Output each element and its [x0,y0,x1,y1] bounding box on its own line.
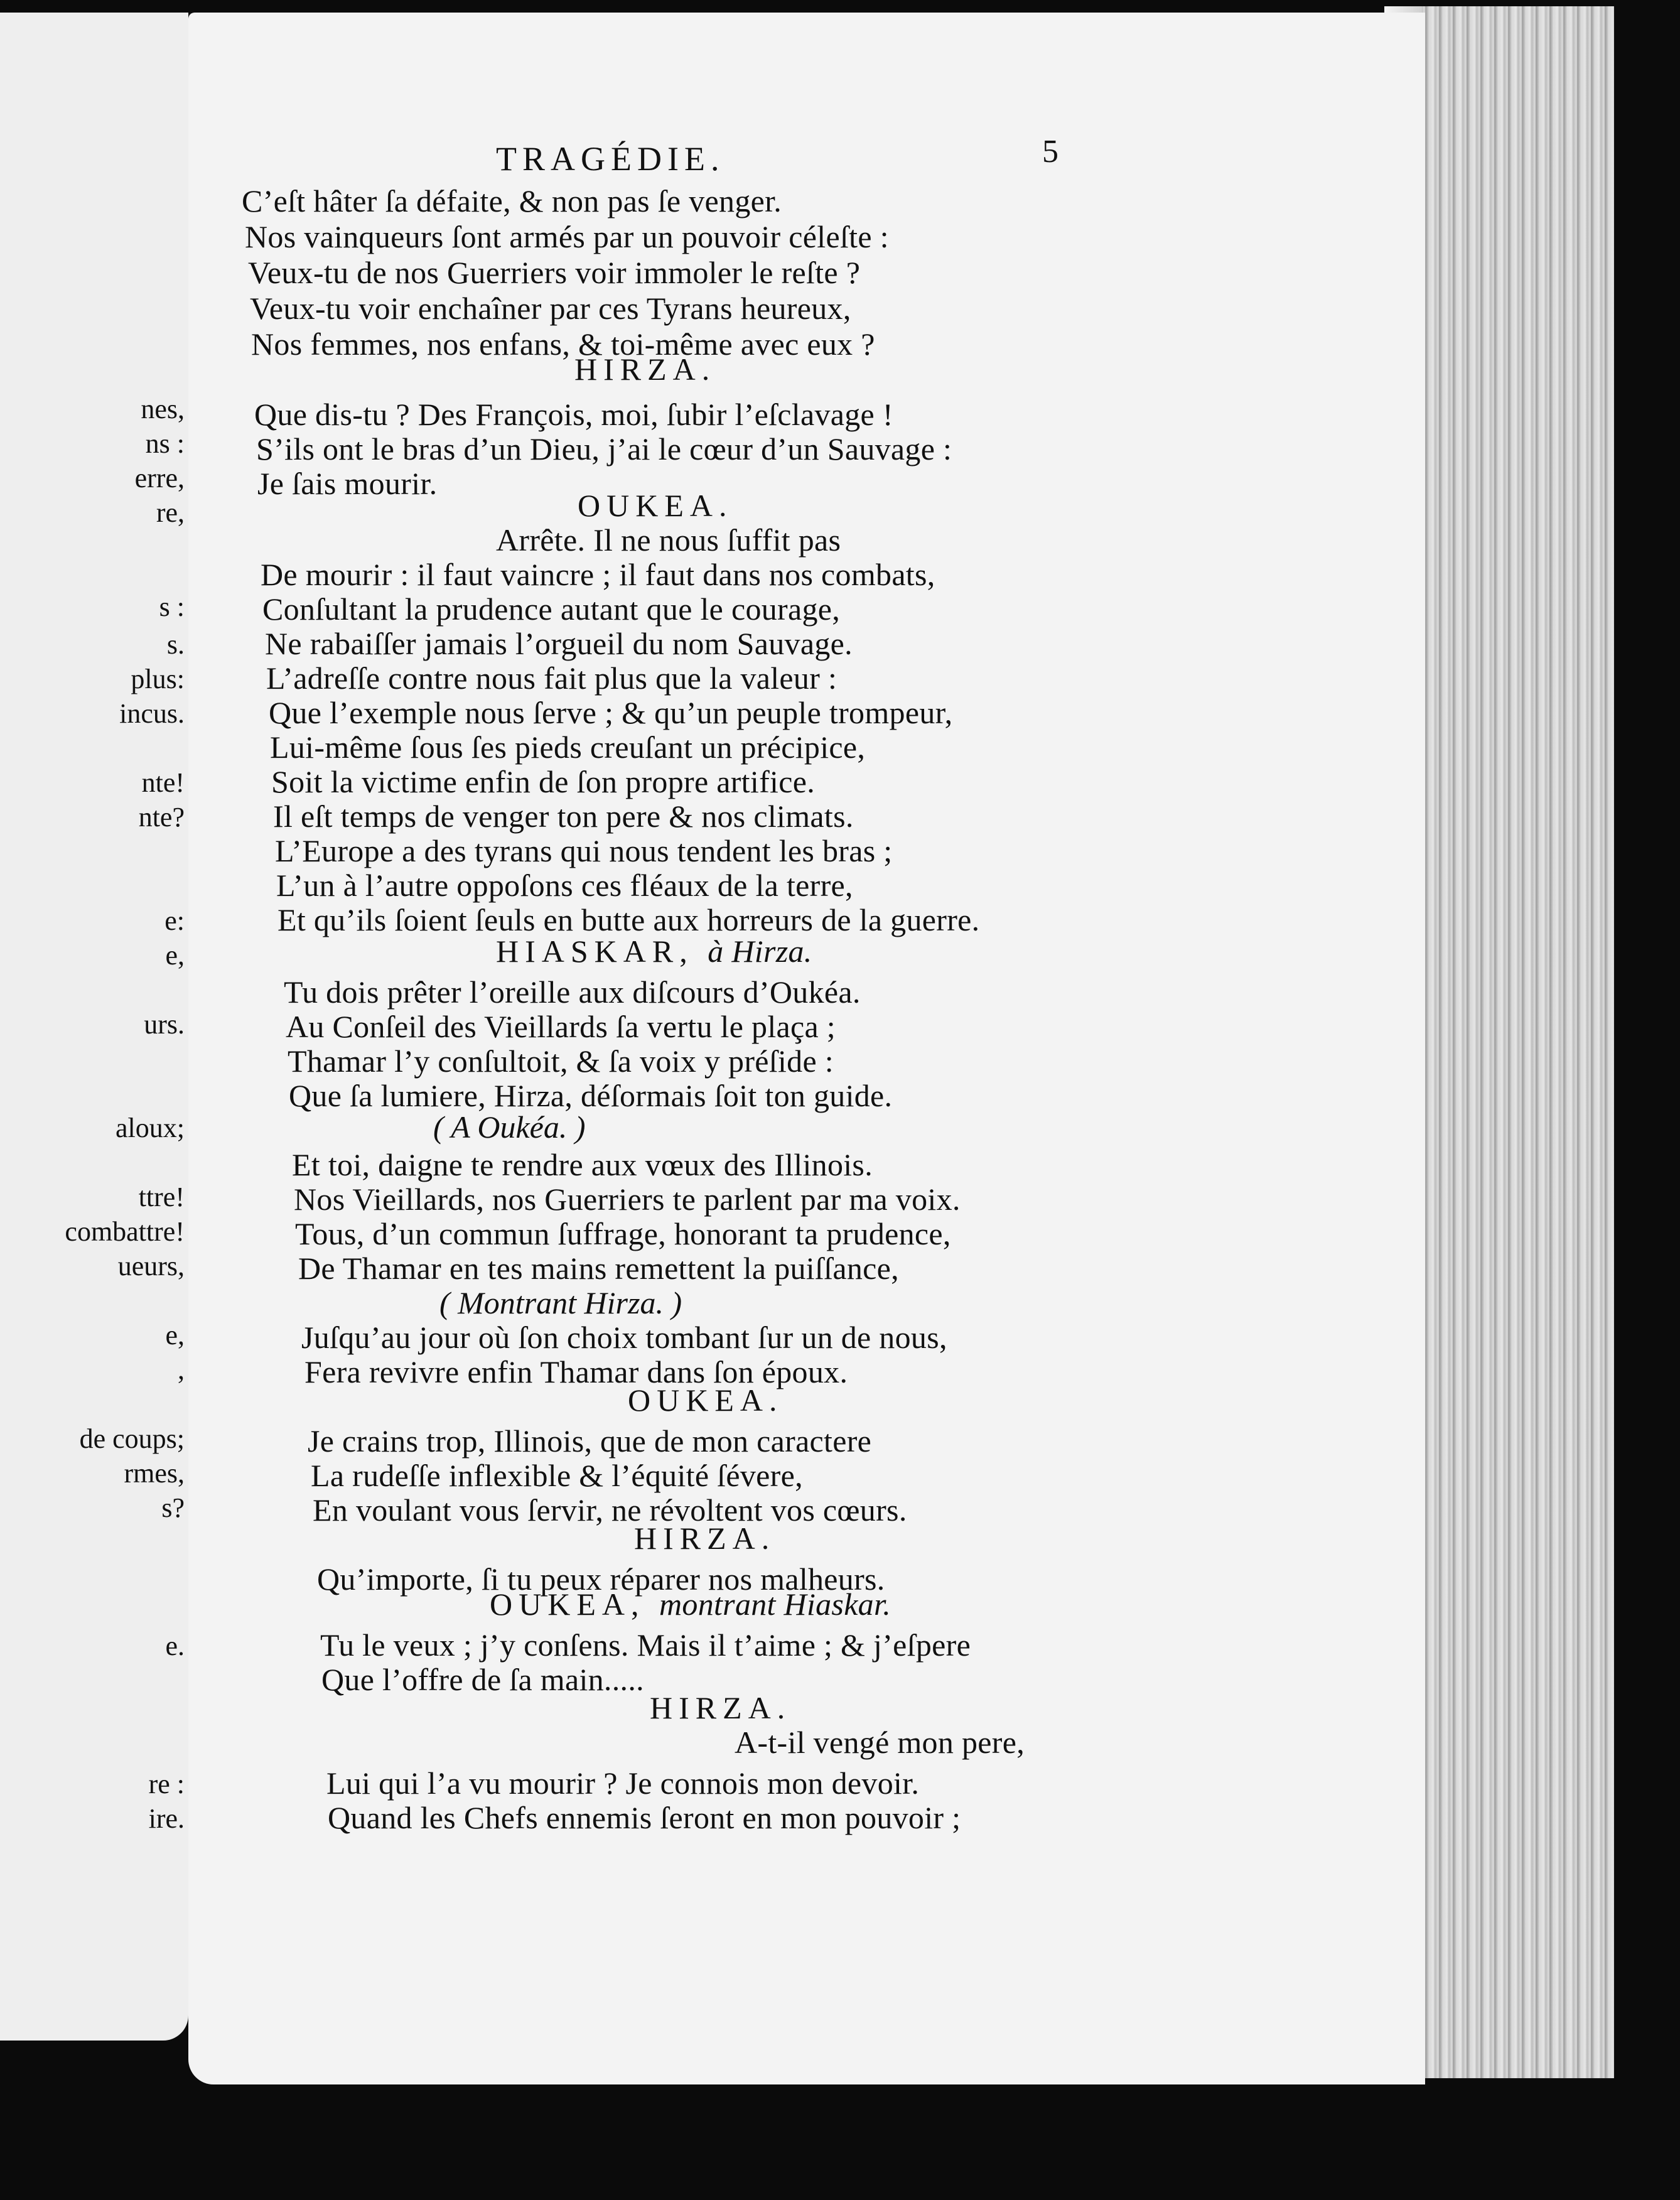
verse-line: C’eſt hâter ſa défaite, & non pas ſe venger. [242,183,782,218]
verse-line: Nos Vieillards, nos Guerriers te parlent par ma voix. [294,1182,961,1217]
left-fragment: ire. [148,1803,185,1834]
verse-line: Je ſais mourir. [257,466,438,501]
verse-line: Je crains trop, Illinois, que de mon caractere [308,1423,872,1459]
left-fragment: e. [165,1631,185,1661]
left-fragment: incus. [119,698,185,729]
verse-line: Lui-même ſous ſes pieds creuſant un précipice, [270,730,866,765]
verse-line: Ne rabaiſſer jamais l’orgueil du nom Sauvage. [265,626,853,661]
verse-line: Et qu’ils ſoient ſeuls en butte aux horreurs de la guerre. [277,902,980,937]
verse-line: Quand les Chefs ennemis ſeront en mon pouvoir ; [328,1800,961,1835]
left-fragment: e, [165,1320,185,1351]
verse-line: L’un à l’autre oppoſons ces fléaux de la terre, [276,868,853,903]
verse-line: La rudeſſe inflexible & l’équité ſévere, [311,1458,803,1493]
verse-line: Veux-tu de nos Guerriers voir immoler le reſte ? [248,255,861,290]
left-fragment: plus: [131,664,185,694]
verse-line: Tu le veux ; j’y conſens. Mais il t’aime ; & j’eſpere [320,1627,971,1663]
left-fragment: e, [165,940,185,971]
left-fragment: urs. [144,1009,185,1040]
left-fragment: ueurs, [117,1251,185,1281]
speaker-name: OUKEA, montrant Hiaskar. [490,1587,891,1622]
left-fragment: combattre! [65,1216,185,1247]
verse-line: Juſqu’au jour où ſon choix tombant ſur un de nous, [301,1320,947,1355]
verse-line: Thamar l’y conſultoit, & ſa voix y préſide : [288,1043,834,1079]
verse-line: Qu’importe, ſi tu peux réparer nos malheurs. [317,1561,885,1597]
left-fragment: ns : [145,428,185,459]
verse-line: Arrête. Il ne nous ſuffit pas [496,522,841,558]
stage-direction: ( Montrant Hirza. ) [439,1285,682,1320]
speaker-name: HIASKAR, à Hirza. [496,934,812,969]
page-number: 5 [1042,134,1058,170]
verse-line: Conſultant la prudence autant que le courage, [262,591,841,627]
left-fragment: re : [148,1769,185,1799]
left-fragment: rmes, [124,1458,185,1489]
left-fragment: e: [164,905,185,936]
left-fragment: nte! [141,767,185,798]
verse-line: Que dis-tu ? Des François, moi, ſubir l’eſclavage ! [254,397,893,432]
verse-line: Fera revivre enfin Thamar dans ſon époux. [304,1354,848,1389]
speaker-name: OUKEA. [578,488,733,523]
verse-line: L’adreſſe contre nous fait plus que la valeur : [266,661,837,696]
running-head: TRAGÉDIE. [496,140,725,178]
verse-line: Que l’offre de ſa main..... [321,1662,644,1697]
verse-line: En voulant vous ſervir, ne révoltent vos cœurs. [313,1492,907,1528]
verse-line: Nos femmes, nos enfans, & toi-même avec eux ? [251,326,875,362]
left-fragment: s? [161,1492,185,1523]
verse-line: Tu dois prêter l’oreille aux diſcours d’Oukéa. [284,974,861,1010]
speaker-name: HIRZA. [634,1521,776,1556]
verse-line: De Thamar en tes mains remettent la puiſſance, [298,1251,899,1286]
verse-line: Soit la victime enfin de ſon propre artifice. [271,764,815,799]
verse-line: Il eſt temps de venger ton pere & nos climats. [273,799,854,834]
verse-line: Et toi, daigne te rendre aux vœux des Illinois. [292,1147,873,1182]
speaker-name: HIRZA. [650,1690,792,1725]
left-fragment: nes, [141,394,185,424]
speaker-name: OUKEA. [628,1383,783,1418]
stage-direction: ( A Oukéa. ) [433,1109,586,1145]
left-fragment: nte? [138,802,185,833]
verse-line: L’Europe a des tyrans qui nous tendent les bras ; [275,833,893,868]
verse-line: Au Conſeil des Vieillards ſa vertu le plaça ; [286,1009,836,1044]
left-fragment: s. [166,629,185,660]
left-fragment: s : [159,591,185,622]
left-facing-page [0,13,188,2041]
speaker-name: HIRZA. [574,352,716,387]
verse-line: A-t-il vengé mon pere, [735,1725,1025,1760]
left-fragment: de coups; [79,1423,185,1454]
verse-line: De mourir : il faut vaincre ; il faut dans nos combats, [261,557,935,592]
left-fragment: ttre! [138,1182,185,1212]
verse-line: Nos vainqueurs ſont armés par un pouvoir céleſte : [245,219,889,254]
verse-line: Lui qui l’a vu mourir ? Je connois mon devoir. [326,1766,920,1801]
left-fragment: re, [156,497,185,528]
verse-line: Veux-tu voir enchaîner par ces Tyrans heureux, [250,291,851,326]
verse-line: Que ſa lumiere, Hirza, déſormais ſoit ton guide. [289,1078,893,1113]
verse-line: Que l’exemple nous ſerve ; & qu’un peuple trompeur, [269,695,953,730]
left-fragment: erre, [134,463,185,493]
left-fragment: aloux; [116,1113,185,1143]
verse-line: S’ils ont le bras d’un Dieu, j’ai le cœur d’un Sauvage : [256,431,952,466]
verse-line: Tous, d’un commun ſuffrage, honorant ta prudence, [295,1216,951,1251]
left-fragment: , [178,1354,185,1385]
